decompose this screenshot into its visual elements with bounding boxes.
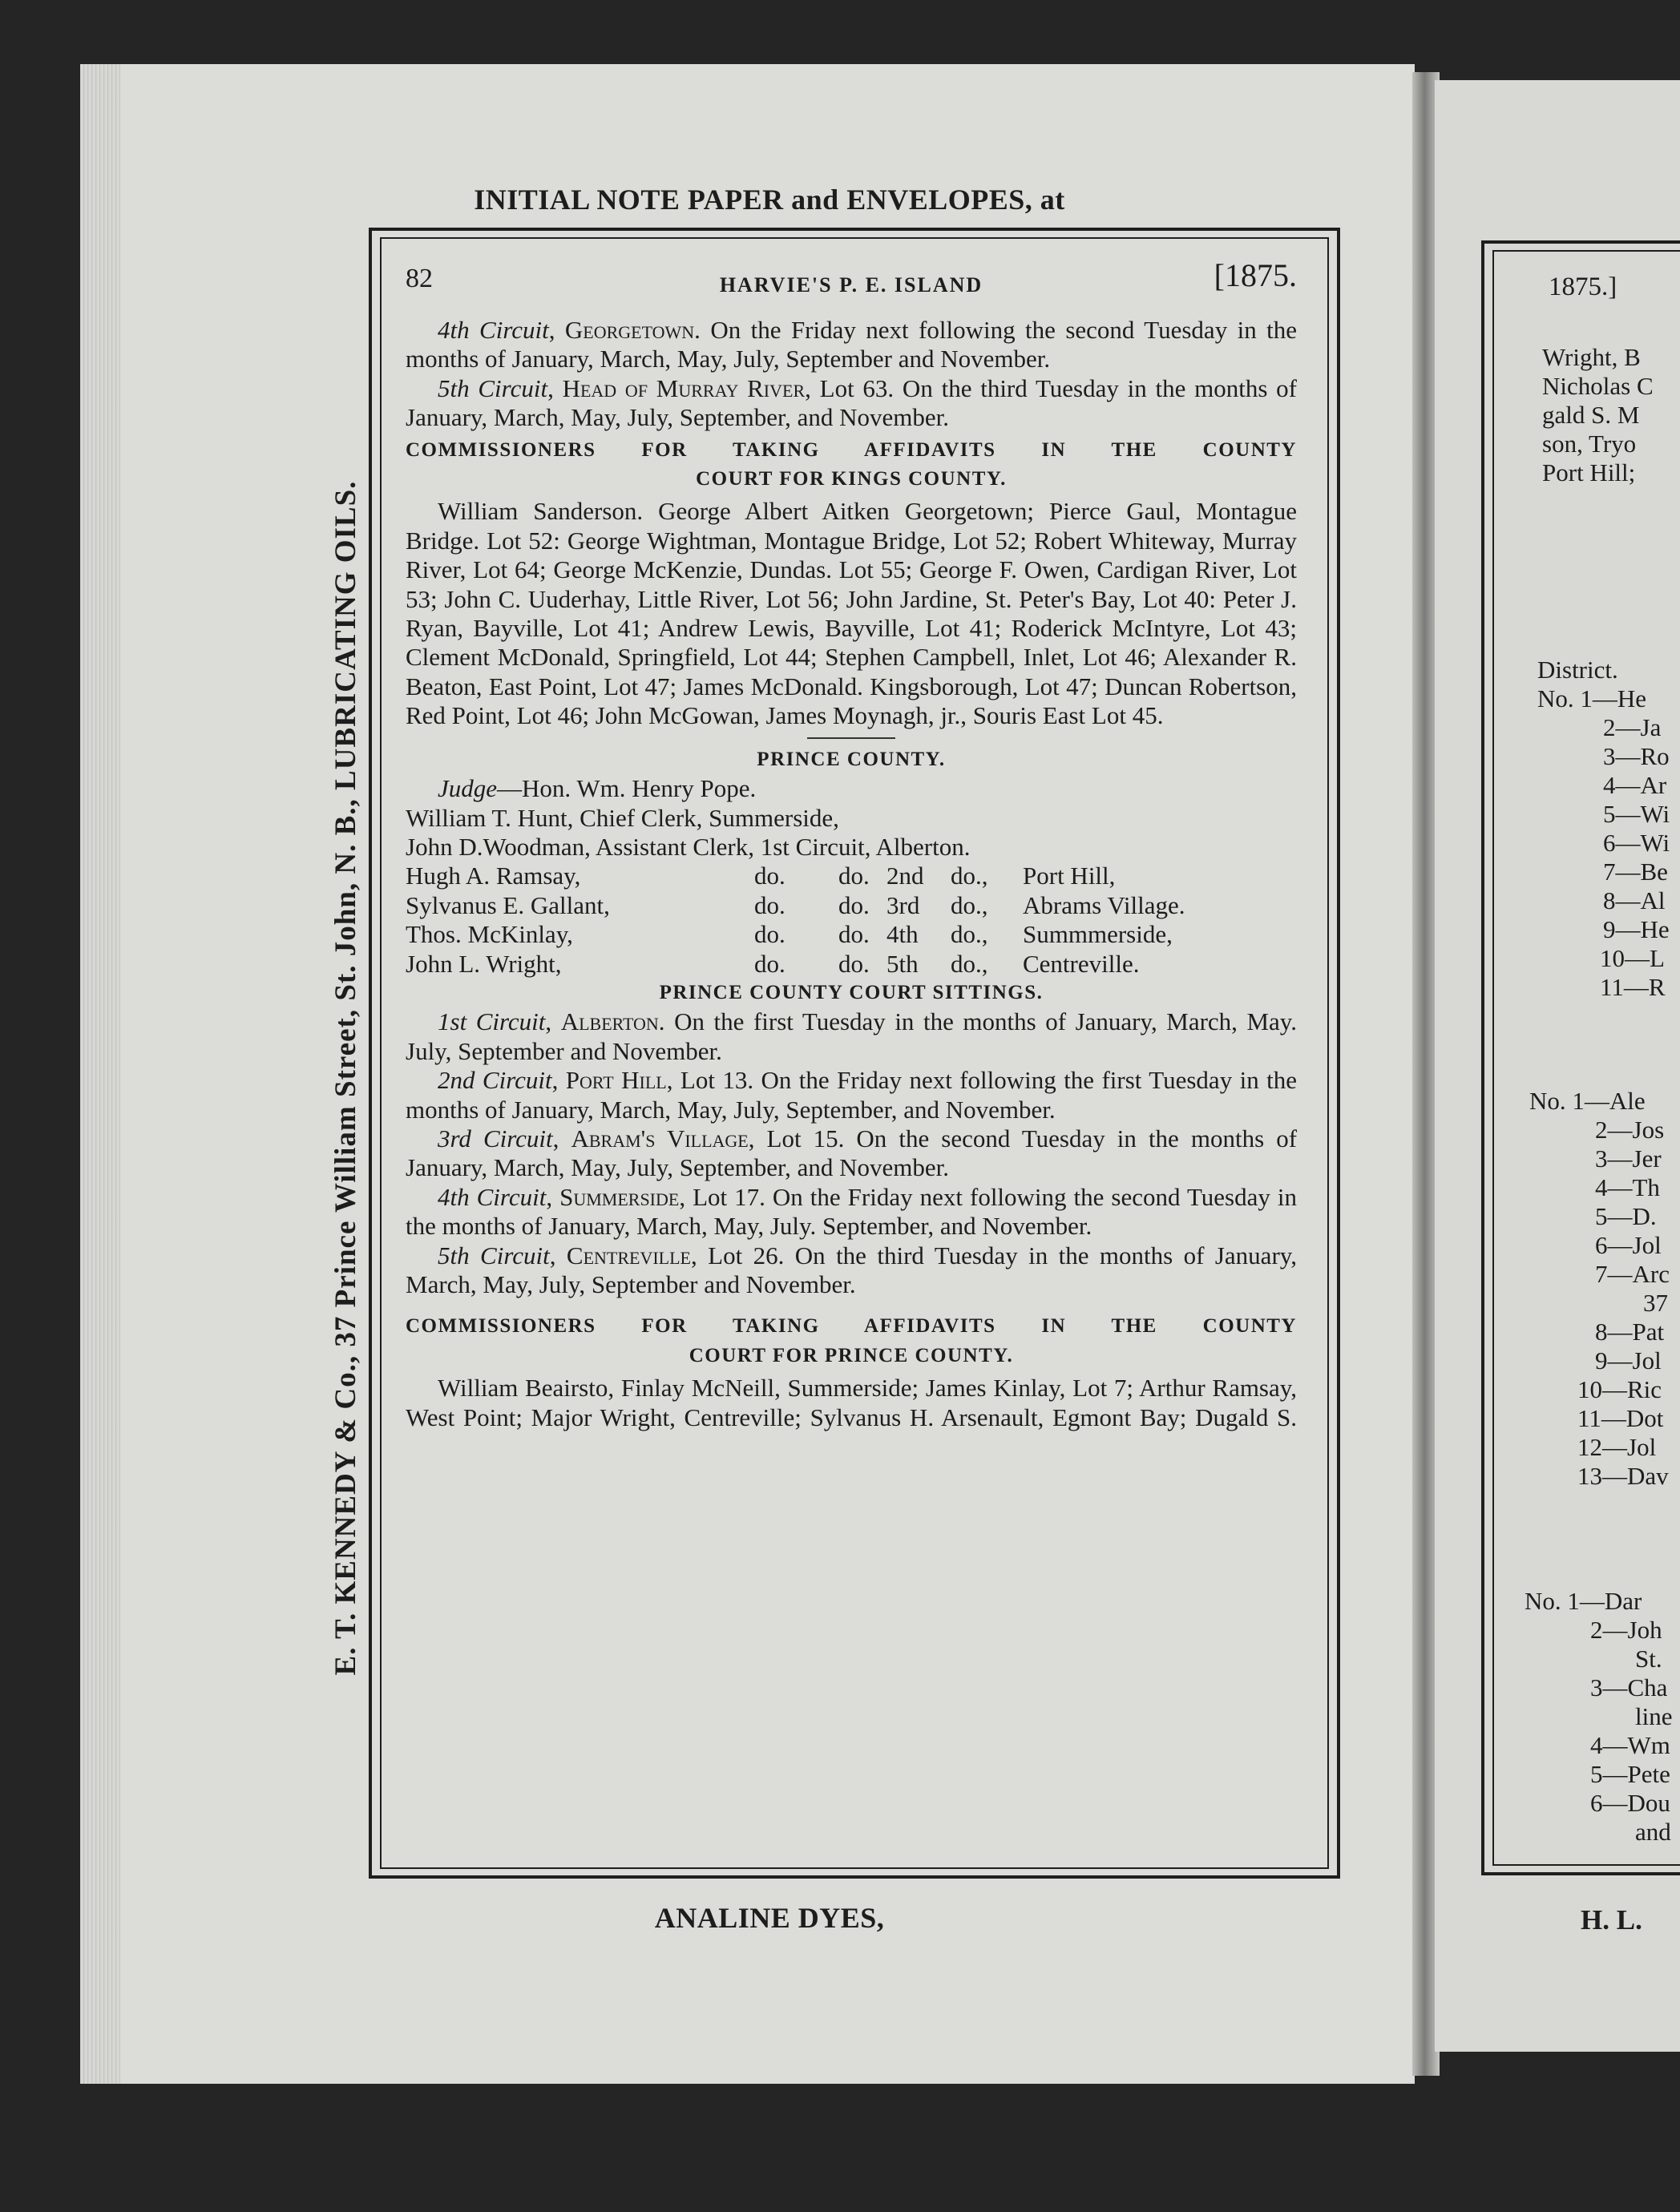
roster-row: Sylvanus E. Gallant, do. do. 3rd do., Abrams Village. [406, 890, 1185, 919]
prince-assistant-clerk: John D.Woodman, Assistant Clerk, 1st Circuit, Alberton. [406, 832, 971, 861]
facing-line: Nicholas C [1542, 372, 1654, 400]
facing-list-item: 2—Ja [1603, 713, 1662, 741]
prince-circuit-1: 1st Circuit, Alberton. On the first Tuesday in the months of January, March, May. July, September and November. [406, 1007, 1298, 1065]
kings-commissioners-heading: COMMISSIONERS FOR TAKING AFFIDAVITS IN THE COUNTY COURT FOR KINGS COUNTY. [406, 438, 1297, 490]
prince-commissioners-heading: COMMISSIONERS FOR TAKING AFFIDAVITS IN THE COUNTY COURT FOR PRINCE COUNTY. [406, 1315, 1297, 1366]
clerk-roster [406, 862, 1297, 979]
facing-list-item: 9—He [1603, 915, 1670, 943]
facing-list-item: 37 [1643, 1289, 1668, 1317]
facing-list-item: 6—Jol [1595, 1231, 1662, 1259]
facing-list-item: 10—Ric [1577, 1375, 1662, 1403]
facing-list-item: line [1635, 1702, 1673, 1730]
facing-list-item: 11—R [1600, 973, 1666, 1001]
facing-list-item: 4—Ar [1603, 771, 1667, 799]
prince-judge: Judge—Hon. Wm. Henry Pope. [438, 774, 757, 803]
facing-district-label: District. [1537, 656, 1618, 684]
facing-list-item: 12—Jol [1577, 1433, 1657, 1461]
facing-list-item: 7—Arc [1595, 1260, 1670, 1288]
running-head [406, 258, 1297, 306]
facing-list-item: 2—Jos [1595, 1116, 1665, 1144]
prince-commissioners-list: William Beairsto, Finlay McNeill, Summerside; James Kinlay, Lot 7; Arthur Ramsay, West Point; Major Wright, Centreville; Sylvanus H. Arsenault, Egmont Bay; Dugald S. [406, 1374, 1297, 1431]
facing-list-item: 7—Be [1603, 858, 1668, 886]
facing-list-item: 5—Wi [1603, 800, 1670, 828]
roster-row: John L. Wright, do. do. 5th do., Centreville. [406, 949, 1140, 978]
facing-list-item: and [1635, 1818, 1671, 1846]
facing-page-year: 1875.] [1549, 272, 1617, 301]
facing-list-item: 6—Wi [1603, 829, 1670, 857]
running-year: [1875. [1214, 257, 1297, 293]
roster-row: Thos. McKinlay, do. do. 4th do., Summmerside, [406, 920, 1173, 949]
facing-list-item: 8—Pat [1595, 1318, 1665, 1346]
prince-circuit-3: 3rd Circuit, Abram's Village, Lot 15. On the second Tuesday in the months of January, March, May, July, September, and November. [406, 1124, 1298, 1182]
prince-sittings-heading: PRINCE COUNTY COURT SITTINGS. [659, 981, 1044, 1003]
facing-list-item: No. 1—He [1537, 684, 1647, 712]
facing-list-item: 3—Jer [1595, 1144, 1662, 1173]
facing-list-item: No. 1—Dar [1525, 1587, 1642, 1615]
facing-list-item: 3—Ro [1603, 742, 1670, 770]
section-divider [807, 737, 895, 739]
page-number: 82 [406, 264, 433, 293]
prince-circuit-2: 2nd Circuit, Port Hill, Lot 13. On the Friday next following the first Tuesday in the months of January, March, May, July, September, and November. [406, 1066, 1298, 1124]
top-advertisement: INITIAL NOTE PAPER and ENVELOPES, at [474, 184, 1065, 216]
side-advertisement: E. T. KENNEDY & Co., 37 Prince William Street, St. John, N. B., LUBRICATING OILS. [329, 480, 362, 1676]
kings-circuit-4: 4th Circuit, Georgetown. On the Friday next following the second Tuesday in the months of January, March, May, July, September and November. [406, 316, 1297, 373]
facing-bottom-advertisement: H. L. [1581, 1904, 1642, 1936]
facing-list-item: 5—D. [1595, 1202, 1657, 1230]
facing-list-item: 10—L [1600, 944, 1665, 972]
kings-commissioners-list: William Sanderson. George Albert Aitken Georgetown; Pierce Gaul, Montague Bridge. Lot 52: George Wightman, Montague Bridge, Lot 52; Robert Whiteway, Murray River, Lot 64; George McKenzie, Dundas. Lot 55; George F. Owen, Cardigan River, Lot 53; John C. Uuderhay, Little River, Lot 56; John Jardine, St. Peter's Bay, Lot 40: Peter J. Ryan, Bayville, Lot 41; Andrew Lewis, Bayville, Lot 41; Roderick McIntyre, Lot 43; Clement McDonald, Springfield, Lot 44; Stephen Campbell, Inlet, Lot 46; Alexander R. Beaton, East Point, Lot 47; James McDonald. Kingsborough, Lot 47; Duncan Robertson, Red Point, Lot 46; John McGowan, James Moynagh, jr., Souris East Lot 45. [406, 497, 1297, 730]
facing-list-item: 3—Cha [1590, 1673, 1668, 1701]
facing-list-item: 4—Wm [1590, 1731, 1670, 1759]
facing-list-item: 13—Dav [1577, 1462, 1669, 1490]
bottom-advertisement: ANALINE DYES, [654, 1902, 885, 1934]
facing-list-item: 11—Dot [1577, 1404, 1664, 1432]
facing-list-item: 9—Jol [1595, 1346, 1662, 1374]
facing-list-item: No. 1—Ale [1529, 1087, 1646, 1115]
prince-chief-clerk: William T. Hunt, Chief Clerk, Summerside, [406, 803, 839, 832]
facing-list-item: 8—Al [1603, 886, 1666, 914]
prince-circuit-5: 5th Circuit, Centreville, Lot 26. On the third Tuesday in the months of January, March, May, July, September and November. [406, 1241, 1297, 1298]
kings-circuit-5: 5th Circuit, Head of Murray River, Lot 63. On the third Tuesday in the months of January, March, May, July, September, and November. [406, 373, 1297, 432]
facing-list-item: 4—Th [1595, 1173, 1660, 1201]
prince-circuit-4: 4th Circuit, Summerside, Lot 17. On the Friday next following the second Tuesday in the months of January, March, May, July. September, and November. [406, 1182, 1297, 1241]
facing-line: Port Hill; [1542, 458, 1636, 486]
facing-line: son, Tryo [1542, 430, 1637, 458]
running-title: HARVIE'S P. E. ISLAND [719, 273, 983, 297]
facing-line: gald S. M [1542, 401, 1640, 429]
prince-county-heading: PRINCE COUNTY. [757, 748, 946, 770]
facing-list-item: 2—Joh [1590, 1616, 1662, 1644]
roster-row: Hugh A. Ramsay, do. do. 2nd do., Port Hill, [406, 862, 1116, 890]
facing-list-item: 5—Pete [1590, 1760, 1670, 1788]
facing-line: Wright, B [1542, 343, 1641, 371]
page-content [406, 258, 1297, 1432]
facing-list-item: 6—Dou [1590, 1789, 1670, 1817]
facing-list-item: St. [1635, 1645, 1662, 1673]
